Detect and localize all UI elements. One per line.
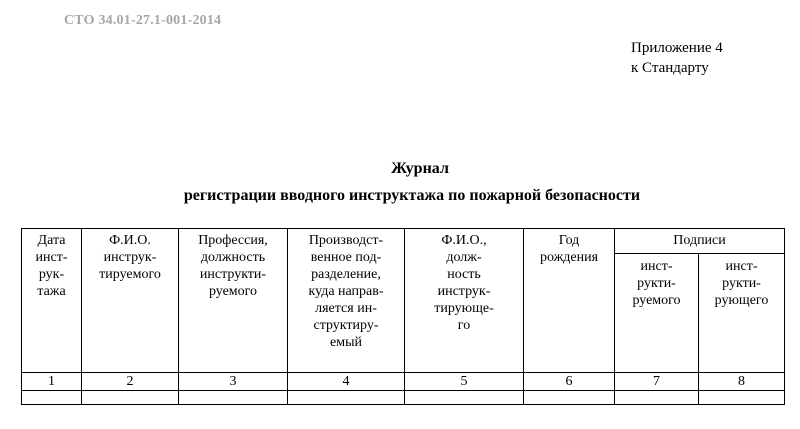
column-number-row: [22, 373, 785, 391]
empty-cell: [288, 391, 405, 405]
column-number: 5: [405, 373, 524, 391]
empty-cell: [615, 391, 699, 405]
table-row: [22, 391, 785, 405]
empty-cell: [524, 391, 615, 405]
appendix-line-2: к Стандарту: [631, 60, 709, 76]
column-number: 4: [288, 373, 405, 391]
appendix-line-1: Приложение 4: [631, 40, 723, 56]
empty-cell: [405, 391, 524, 405]
journal-table: [21, 228, 785, 405]
column-number: 2: [82, 373, 179, 391]
header-instructor-signature: инст- рукти- рующего: [699, 254, 785, 373]
column-number: 8: [699, 373, 785, 391]
journal-title: Журнал: [391, 160, 449, 177]
journal-subtitle: регистрации вводного инструктажа по пожарной безопасности: [183, 187, 641, 204]
column-number: 3: [179, 373, 288, 391]
column-number: 6: [524, 373, 615, 391]
column-number: 7: [615, 373, 699, 391]
header-trainee-name: Ф.И.О. инструк- тируемого: [82, 229, 179, 373]
column-number: 1: [22, 373, 82, 391]
header-date: Дата инст- рук- тажа: [22, 229, 82, 373]
header-instructor-name: Ф.И.О., долж- ность инструк- тирующе- го: [405, 229, 524, 373]
header-birth-year: Год рождения: [524, 229, 615, 373]
empty-cell: [82, 391, 179, 405]
header-trainee-signature: инст- рукти- руемого: [615, 254, 699, 373]
empty-cell: [22, 391, 82, 405]
header-profession: Профессия, должность инструкти- руемого: [179, 229, 288, 373]
appendix-note: [631, 38, 723, 78]
document-code: СТО 34.01-27.1-001-2014: [64, 13, 222, 28]
header-signatures: Подписи: [615, 229, 785, 254]
header-department: Производст- венное под- разделение, куда направ- ляется ин- структиру- емый: [288, 229, 405, 373]
empty-cell: [179, 391, 288, 405]
empty-cell: [699, 391, 785, 405]
